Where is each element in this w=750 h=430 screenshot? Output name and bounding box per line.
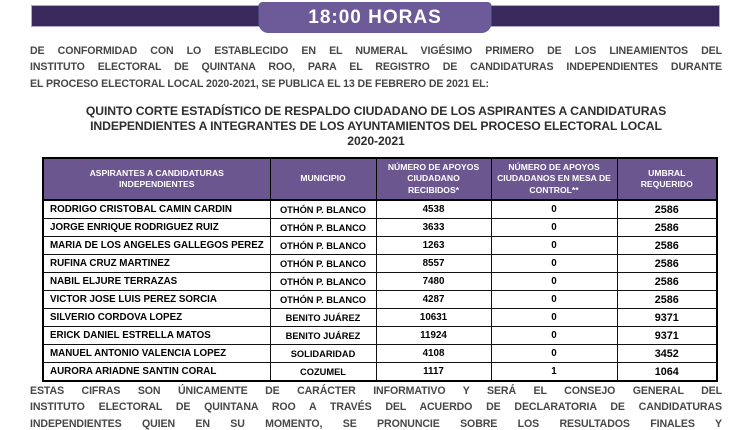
cell-aspirante: AURORA ARIADNE SANTIN CORAL <box>43 363 270 382</box>
cell-aspirante: MANUEL ANTONIO VALENCIA LOPEZ <box>43 345 270 363</box>
cell-apoyos-mesa: 0 <box>491 200 617 219</box>
column-header-municipio: MUNICIPIO <box>270 158 376 200</box>
cell-municipio: OTHÓN P. BLANCO <box>270 200 376 219</box>
footer-line: INDEPENDIENTES QUIEN EN SU MOMENTO, SE PRONUNCIE SOBRE LOS RESULTADOS FINALES Y <box>30 417 722 430</box>
intro-line: DE CONFORMIDAD CON LO ESTABLECIDO EN EL NUMERAL VIGÉSIMO PRIMERO DE LOS LINEAMIENTOS DEL <box>30 45 722 57</box>
column-header-umbral: UMBRAL REQUERIDO <box>617 158 717 200</box>
support-table-wrap <box>42 157 718 382</box>
cell-apoyos-recibidos: 3633 <box>376 219 491 237</box>
table-row <box>43 255 717 273</box>
cell-umbral: 2586 <box>617 255 717 273</box>
cell-municipio: OTHÓN P. BLANCO <box>270 255 376 273</box>
intro-paragraph <box>30 43 722 92</box>
support-table <box>42 157 718 382</box>
cell-municipio: BENITO JUÁREZ <box>270 327 376 345</box>
cell-apoyos-recibidos: 4287 <box>376 291 491 309</box>
cell-municipio: OTHÓN P. BLANCO <box>270 273 376 291</box>
table-row <box>43 291 717 309</box>
report-title <box>30 104 722 149</box>
footer-line: ESTAS CIFRAS SON ÚNICAMENTE DE CARÁCTER INFORMATIVO Y SERÁ EL CONSEJO GENERAL DEL <box>30 385 722 397</box>
cell-aspirante: RUFINA CRUZ MARTINEZ <box>43 255 270 273</box>
time-label: 18:00 HORAS <box>308 6 442 28</box>
cell-aspirante: JORGE ENRIQUE RODRIGUEZ RUIZ <box>43 219 270 237</box>
footer-paragraph <box>30 383 722 430</box>
cell-municipio: SOLIDARIDAD <box>270 345 376 363</box>
time-tab <box>259 2 492 33</box>
cell-umbral: 2586 <box>617 219 717 237</box>
report-title-line: INDEPENDIENTES A INTEGRANTES DE LOS AYUNTAMIENTOS DEL PROCESO ELECTORAL LOCAL <box>90 119 662 133</box>
cell-umbral: 2586 <box>617 237 717 255</box>
report-title-line: 2020-2021 <box>347 134 405 148</box>
table-body <box>43 200 717 381</box>
table-row <box>43 345 717 363</box>
cell-aspirante: RODRIGO CRISTOBAL CAMIN CARDIN <box>43 200 270 219</box>
cell-municipio: COZUMEL <box>270 363 376 382</box>
cell-apoyos-recibidos: 4538 <box>376 200 491 219</box>
cell-apoyos-recibidos: 10631 <box>376 309 491 327</box>
cell-umbral: 2586 <box>617 273 717 291</box>
column-header-aspirantes: ASPIRANTES A CANDIDATURAS INDEPENDIENTES <box>43 158 270 200</box>
report-title-line: QUINTO CORTE ESTADÍSTICO DE RESPALDO CIUDADANO DE LOS ASPIRANTES A CANDIDATURAS <box>85 104 667 118</box>
intro-line: INSTITUTO ELECTORAL DE QUINTANA ROO, PARA EL REGISTRO DE CANDIDATURAS INDEPENDIENTES DURANTE <box>30 61 722 74</box>
cell-umbral: 9371 <box>617 309 717 327</box>
table-row <box>43 200 717 219</box>
cell-umbral: 9371 <box>617 327 717 345</box>
table-row <box>43 309 717 327</box>
footer-line: INSTITUTO ELECTORAL DE QUINTANA ROO A TRAVÉS DEL ACUERDO DE DECLARATORIA DE CANDIDATURAS <box>30 401 722 414</box>
cell-apoyos-mesa: 0 <box>491 219 617 237</box>
cell-aspirante: NABIL ELJURE TERRAZAS <box>43 273 270 291</box>
cell-apoyos-mesa: 0 <box>491 255 617 273</box>
cell-umbral: 1064 <box>617 363 717 382</box>
table-header <box>43 158 717 200</box>
table-row <box>43 327 717 345</box>
cell-municipio: OTHÓN P. BLANCO <box>270 291 376 309</box>
cell-umbral: 2586 <box>617 291 717 309</box>
table-row <box>43 237 717 255</box>
cell-apoyos-recibidos: 1117 <box>376 363 491 382</box>
cell-apoyos-recibidos: 8557 <box>376 255 491 273</box>
cell-municipio: BENITO JUÁREZ <box>270 309 376 327</box>
cell-apoyos-mesa: 0 <box>491 327 617 345</box>
cell-apoyos-mesa: 0 <box>491 273 617 291</box>
cell-apoyos-mesa: 1 <box>491 363 617 382</box>
cell-apoyos-mesa: 0 <box>491 309 617 327</box>
cell-apoyos-recibidos: 7480 <box>376 273 491 291</box>
intro-line: EL PROCESO ELECTORAL LOCAL 2020-2021, SE PUBLICA EL 13 DE FEBRERO DE 2021 EL: <box>30 77 489 90</box>
cell-umbral: 3452 <box>617 345 717 363</box>
cell-aspirante: VICTOR JOSE LUIS PEREZ SORCIA <box>43 291 270 309</box>
cell-municipio: OTHÓN P. BLANCO <box>270 237 376 255</box>
cell-apoyos-mesa: 0 <box>491 345 617 363</box>
cell-apoyos-recibidos: 1263 <box>376 237 491 255</box>
cell-apoyos-mesa: 0 <box>491 237 617 255</box>
table-row <box>43 219 717 237</box>
cell-apoyos-recibidos: 4108 <box>376 345 491 363</box>
cell-umbral: 2586 <box>617 200 717 219</box>
cell-apoyos-recibidos: 11924 <box>376 327 491 345</box>
cell-aspirante: SILVERIO CORDOVA LOPEZ <box>43 309 270 327</box>
cell-aspirante: MARIA DE LOS ANGELES GALLEGOS PEREZ <box>43 237 270 255</box>
column-header-apoyos-recibidos: NÚMERO DE APOYOS CIUDADANO RECIBIDOS* <box>376 158 491 200</box>
cell-apoyos-mesa: 0 <box>491 291 617 309</box>
table-row <box>43 363 717 382</box>
cell-municipio: OTHÓN P. BLANCO <box>270 219 376 237</box>
table-row <box>43 273 717 291</box>
cell-aspirante: ERICK DANIEL ESTRELLA MATOS <box>43 327 270 345</box>
column-header-apoyos-mesa: NÚMERO DE APOYOS CIUDADANOS EN MESA DE CONTROL** <box>491 158 617 200</box>
